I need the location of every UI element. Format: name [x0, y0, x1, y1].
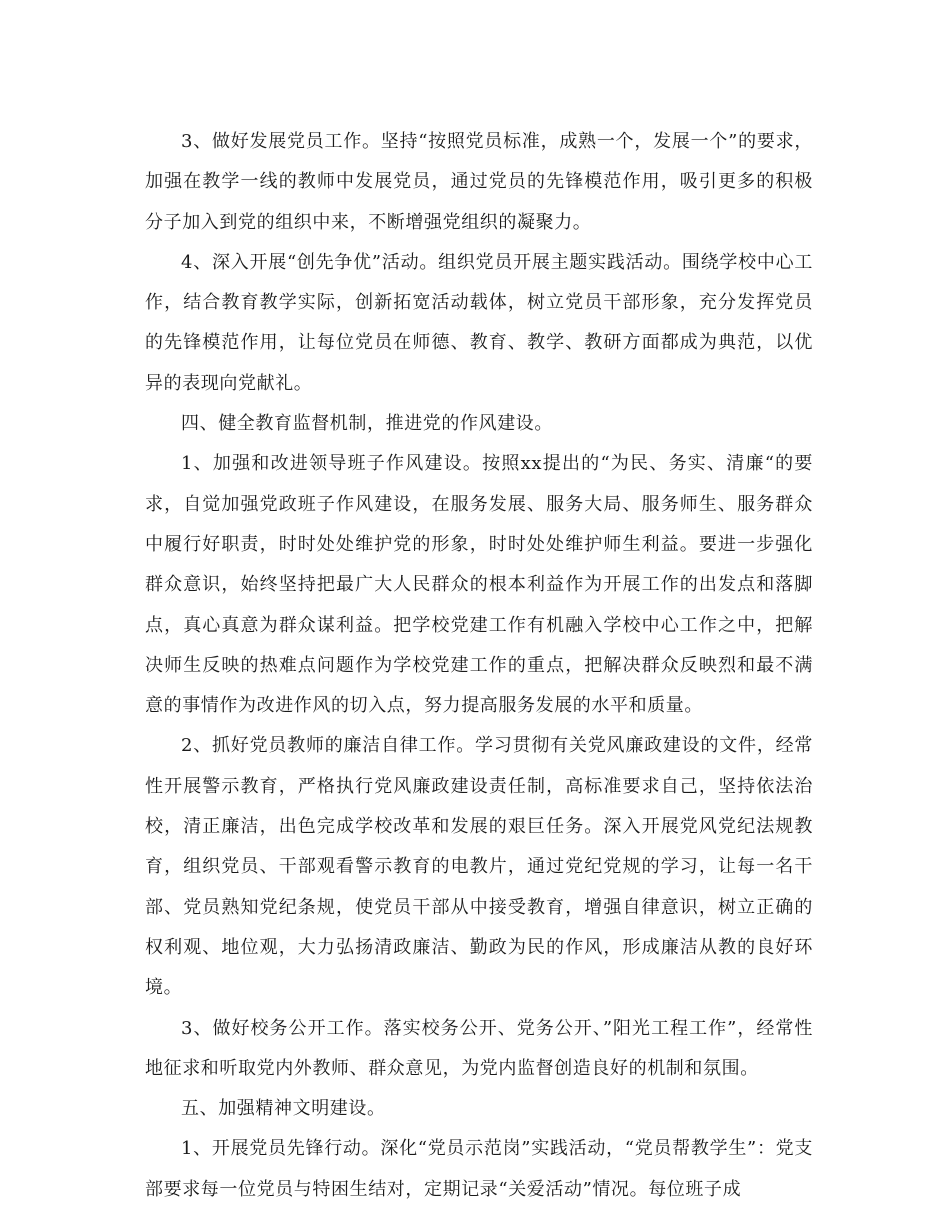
- section-heading-supervision: 四、健全教育监督机制，推进党的作风建设。: [181, 413, 553, 435]
- section-heading-civilization: 五、加强精神文明建设。: [181, 1098, 386, 1120]
- paragraph-recruit-members: 3、做好发展党员工作。坚持“按照党员标准，成熟一个，发展一个”的要求，加强在教学一线的教师中发展党员，通过党员的先锋模范作用，吸引更多的积极分子加入到党的组织中来，不断增强党组织的凝聚力。: [145, 131, 813, 233]
- paragraph-integrity-discipline: 2、抓好党员教师的廉洁自律工作。学习贯彻有关党风廉政建设的文件，经常性开展警示教育，严格执行党风廉政建设责任制，高标准要求自己，坚持依法治校，清正廉洁，出色完成学校改革和发展的艰巨任务。深入开展党风党纪法规教育，组织党员、干部观看警示教育的电教片，通过党纪党规的学习，让每一名干部、党员熟知党纪条规，使党员干部从中接受教育，增强自律意识，树立正确的权利观、地位观，大力弘扬清政廉洁、勤政为民的作风，形成廉洁从教的良好环境。: [145, 735, 813, 999]
- paragraph-vanguard-action: 1、开展党员先锋行动。深化“党员示范岗”实践活动，“党员帮教学生”：党支部要求每一位党员与特困生结对，定期记录“关爱活动”情况。每位班子成: [145, 1138, 813, 1200]
- document-body: [145, 122, 813, 1210]
- paragraph-excellence-campaign: 4、深入开展“创先争优”活动。组织党员开展主题实践活动。围绕学校中心工作，结合教育教学实际，创新拓宽活动载体，树立党员干部形象，充分发挥党员的先锋模范作用，让每位党员在师德、教育、教学、教研方面都成为典范，以优异的表现向党献礼。: [145, 251, 813, 394]
- paragraph-school-affairs-openness: 3、做好校务公开工作。落实校务公开、党务公开、”阳光工程工作”，经常性地征求和听取党内外教师、群众意见，为党内监督创造良好的机制和氛围。: [145, 1017, 813, 1079]
- paragraph-leadership-style: 1、加强和改进领导班子作风建设。按照xx提出的“为民、务实、清廉“的要求，自觉加强党政班子作风建设，在服务发展、服务大局、服务师生、服务群众中履行好职责，时时处处维护党的形象，时时处处维护师生利益。要进一步强化群众意识，始终坚持把最广大人民群众的根本利益作为开展工作的出发点和落脚点，真心真意为群众谋利益。把学校党建工作有机融入学校中心工作之中，把解决师生反映的热难点问题作为学校党建工作的重点，把解决群众反映烈和最不满意的事情作为改进作风的切入点，努力提高服务发展的水平和质量。: [145, 453, 813, 717]
